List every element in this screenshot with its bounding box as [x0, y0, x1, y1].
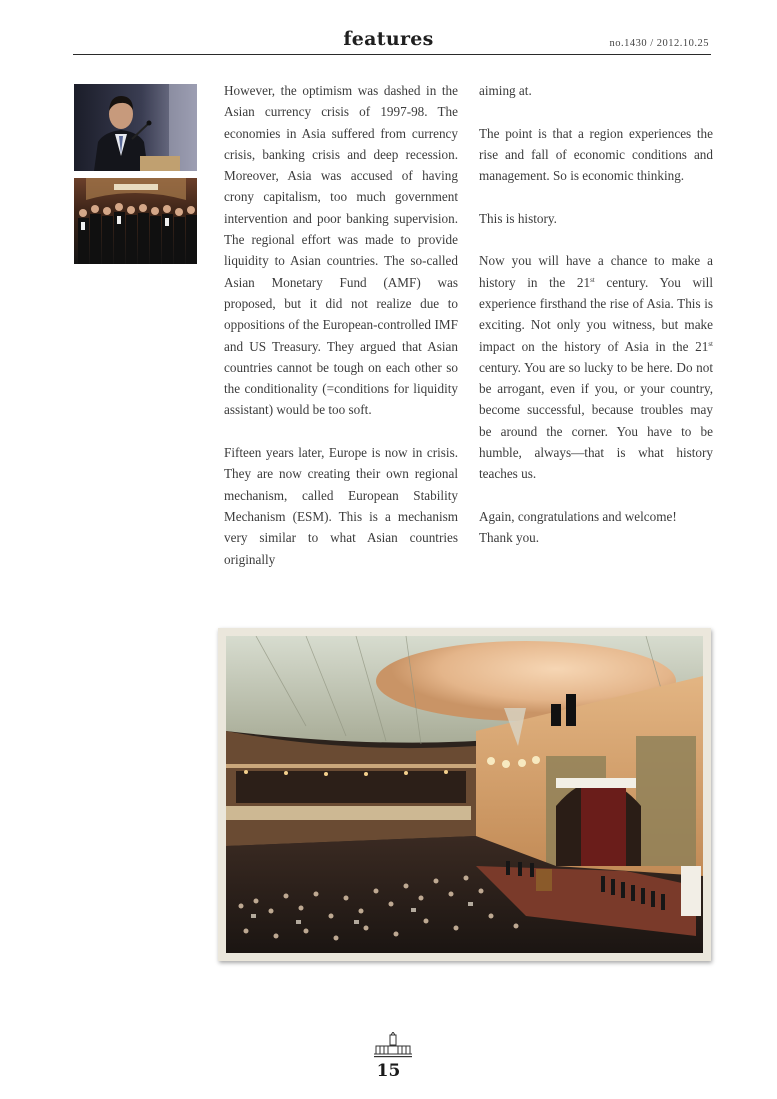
paragraph: However, the optimism was dashed in the Asian currency crisis of 1997-98. The economies in Asia suffered from currency crisis, banking crisis and deep recession. Moreover, Asia was accused of having crony capitalism, too much government intervention and poor banking supervision. The regional effort was made to provide liquidity to Asian countries. The so-called Asian Monetary Fund (AMF) was proposed, but it did not realize due to oppositions of the European-controlled IMF and US Treasury. They argued that Asian countries cannot be tough on each other so the conditionality (=conditions for liquidity assistant) would be too soft. — [224, 83, 458, 418]
paragraph: This is history. — [479, 210, 557, 226]
closing-line: Thank you. — [479, 530, 540, 546]
graduates-group-photo — [74, 178, 197, 264]
text-run: century. You will experience firsthand the rise of Asia. This is exciting. Not only you witness, but make impact on the history of Asia in the 21 — [479, 274, 713, 354]
text-run: Now you will have a chance to make a history in the 21 — [479, 253, 713, 290]
paragraph: Fifteen years later, Europe is now in crisis. They are now creating their own regional mechanism, called European Stability Mechanism (ESM). This is a mechanism very similar to what Asian countries originally — [224, 445, 458, 567]
paragraph: aiming at. — [479, 83, 532, 98]
photo-frame — [218, 628, 711, 961]
issue-number: no.1430 / 2012.10.25 — [609, 38, 709, 49]
article-left-column — [224, 80, 458, 570]
article-right-column — [479, 80, 713, 549]
ordinal-suffix: st — [708, 339, 713, 348]
ceremony-auditorium-photo — [226, 636, 703, 953]
ordinal-suffix: st — [590, 275, 595, 284]
paragraph: The point is that a region experiences the rise and fall of economic conditions and management. So is economic thinking. — [479, 125, 713, 184]
paragraph — [479, 250, 713, 484]
page-number: 15 — [376, 1061, 401, 1081]
university-building-logo-icon — [374, 1032, 412, 1058]
section-title: features — [343, 28, 434, 50]
header-divider — [73, 54, 711, 55]
text-run: century. You are so lucky to be here. Do not be arrogant, even if you, or your country, become successful, because troubles may be around the corner. You have to be humble, always—that is what history teaches us. — [479, 359, 713, 482]
paragraph — [479, 506, 713, 549]
speaker-at-podium-photo — [74, 84, 197, 171]
closing-line: Again, congratulations and welcome! — [479, 508, 677, 524]
